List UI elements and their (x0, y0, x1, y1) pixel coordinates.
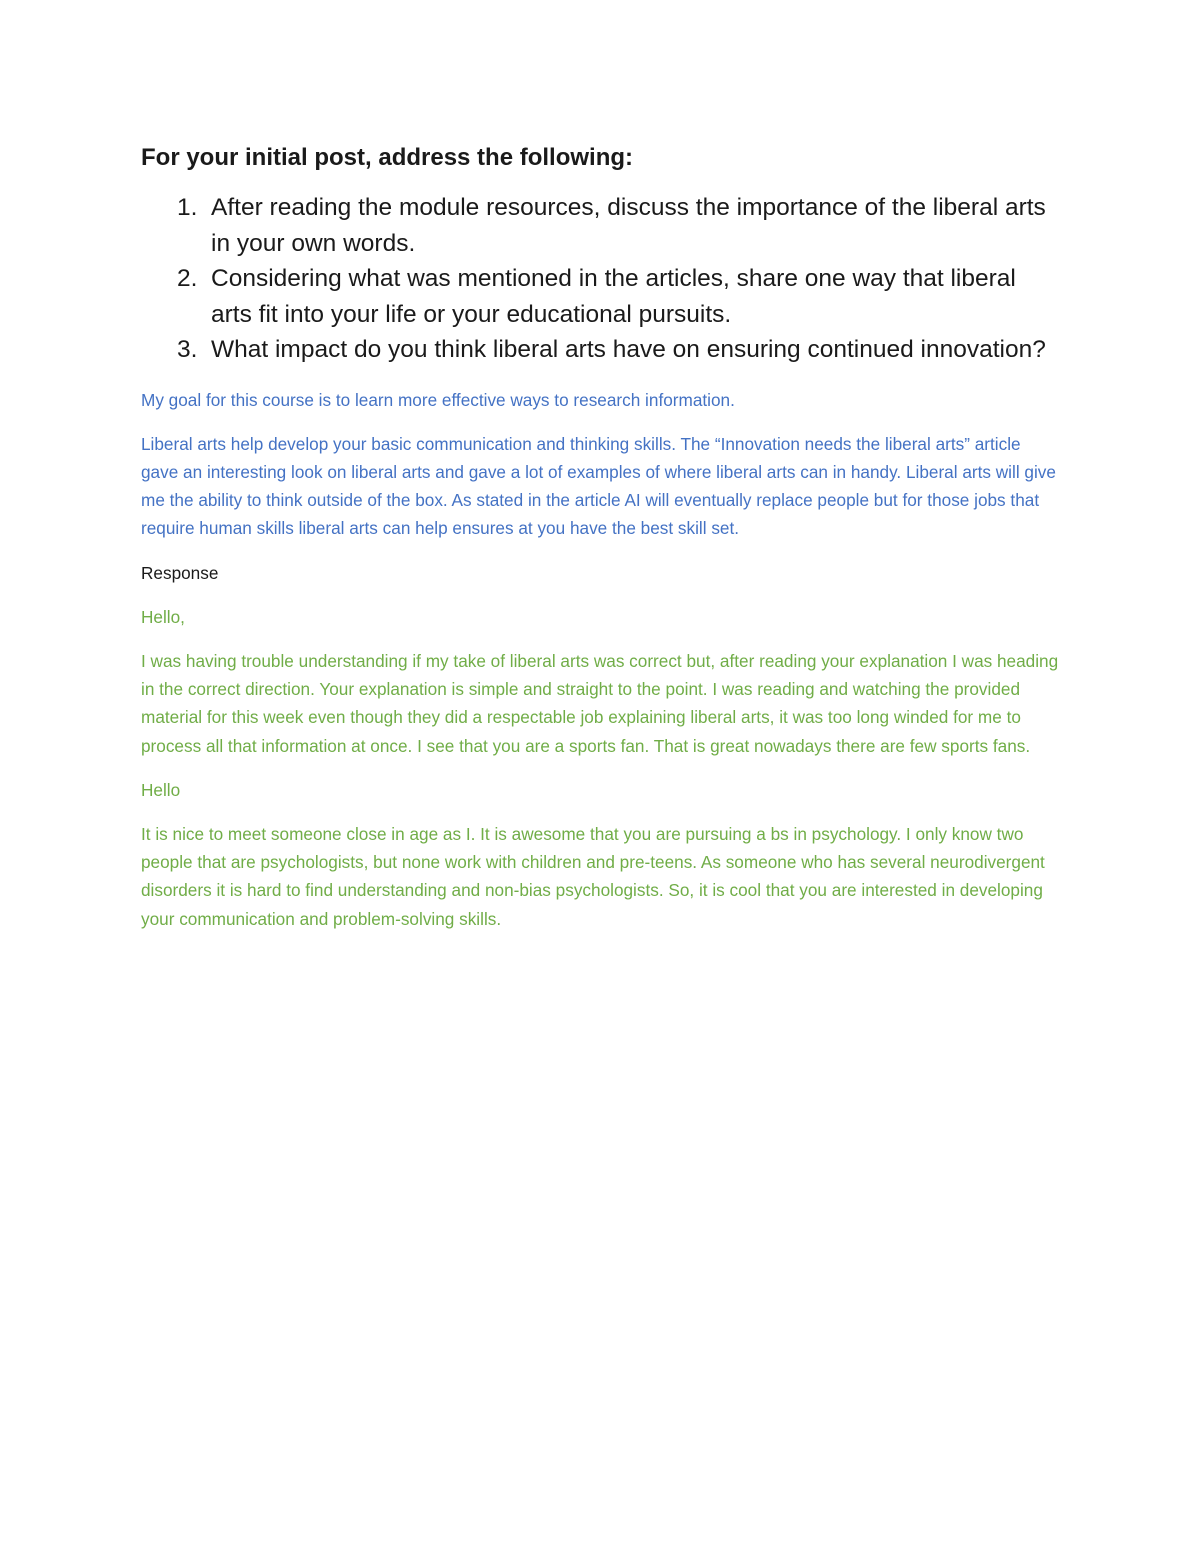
prompt-text: What impact do you think liberal arts have on ensuring continued innovation? (211, 336, 1046, 363)
initial-post-body: Liberal arts help develop your basic communication and thinking skills. The “Innovation needs the liberal arts” article gave an interesting look on liberal arts and gave a lot of examples of where liberal arts can in handy. Liberal arts will give me the ability to think outside of the box. As stated in the article AI will eventually replace people but for those jobs that require human skills liberal arts can help ensures at you have the best skill set. (141, 433, 1056, 539)
response-label: Response (141, 562, 219, 583)
prompt-number: 1. (177, 194, 198, 221)
reply-2-body: It is nice to meet someone close in age as I. It is awesome that you are pursuing a bs in psychology. I only know two people that are psychologists, but none work with children and pre-teens. As someone who has several neurodivergent disorders it is hard to find understanding and non-bias psychologists. So, it is cool that you are interested in developing your communication and problem-solving skills. (141, 823, 1045, 929)
prompt-text: Considering what was mentioned in the articles, share one way that liberal arts fit into your life or your educational pursuits. (211, 265, 1016, 328)
prompt-text: After reading the module resources, discuss the importance of the liberal arts in your own words. (211, 194, 1046, 257)
prompt-item (141, 190, 1061, 261)
prompt-item (141, 261, 1061, 332)
document-page (141, 140, 1061, 933)
reply-2-greeting: Hello (141, 779, 181, 800)
prompt-list (141, 190, 1061, 368)
prompt-heading: For your initial post, address the following: (141, 144, 634, 171)
prompt-number: 3. (177, 336, 198, 363)
goal-statement: My goal for this course is to learn more effective ways to research information. (141, 389, 735, 410)
prompt-item (141, 332, 1061, 368)
reply-1-greeting: Hello, (141, 606, 185, 627)
prompt-number: 2. (177, 265, 198, 292)
reply-1-body: I was having trouble understanding if my take of liberal arts was correct but, after reading your explanation I was heading in the correct direction. Your explanation is simple and straight to the point. I was reading and watching the provided material for this week even though they did a respectable job explaining liberal arts, it was too long winded for me to process all that information at once. I see that you are a sports fan. That is great nowadays there are few sports fans. (141, 650, 1059, 756)
